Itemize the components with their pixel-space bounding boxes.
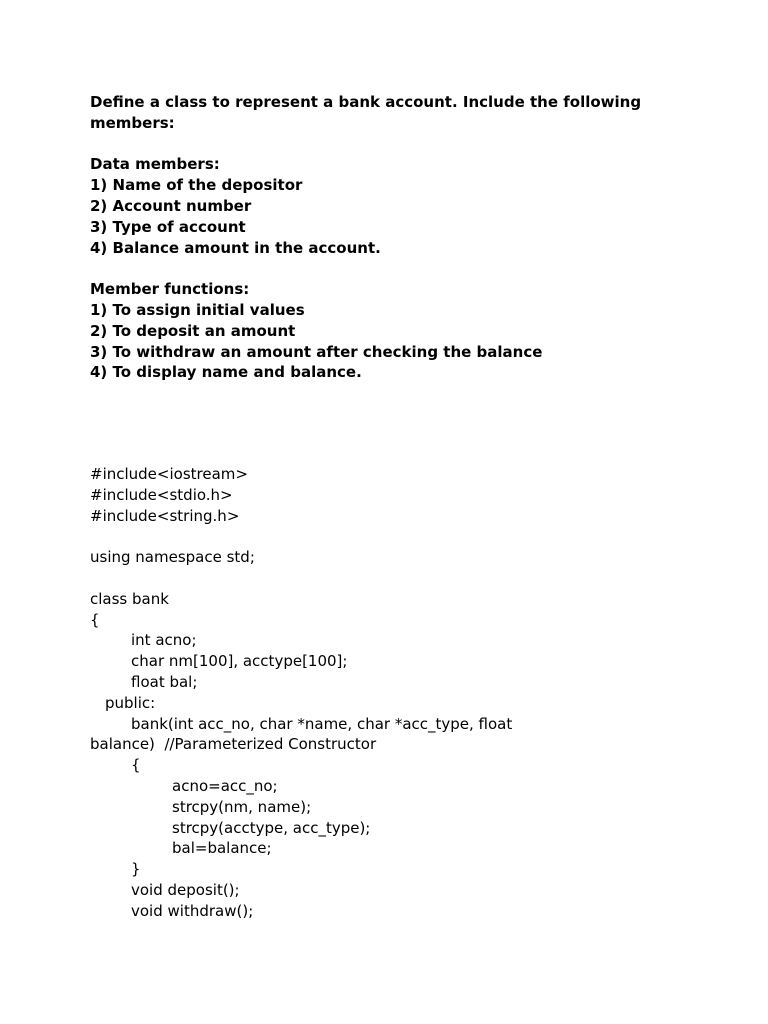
code-line: float bal; xyxy=(131,672,198,691)
code-line: acno=acc_no; xyxy=(172,776,278,795)
member-functions-heading: Member functions: xyxy=(90,280,250,299)
code-line: { xyxy=(131,756,141,775)
code-line: char nm[100], acctype[100]; xyxy=(131,652,348,671)
member-function-item: 4) To display name and balance. xyxy=(90,363,362,382)
code-line: #include<string.h> xyxy=(90,506,240,525)
data-members-heading: Data members: xyxy=(90,155,220,174)
code-line: balance) //Parameterized Constructor xyxy=(90,735,377,754)
code-listing xyxy=(90,464,710,922)
data-member-item: 1) Name of the depositor xyxy=(90,176,303,195)
code-line: void withdraw(); xyxy=(131,901,254,920)
problem-statement xyxy=(90,92,690,383)
code-line: strcpy(acctype, acc_type); xyxy=(172,818,371,837)
member-function-item: 3) To withdraw an amount after checking the balance xyxy=(90,342,543,361)
data-member-item: 4) Balance amount in the account. xyxy=(90,238,381,257)
data-member-item: 3) Type of account xyxy=(90,217,246,236)
code-line: using namespace std; xyxy=(90,548,255,567)
code-line: strcpy(nm, name); xyxy=(172,797,312,816)
member-function-item: 2) To deposit an amount xyxy=(90,321,296,340)
code-line: int acno; xyxy=(131,631,197,650)
code-line: bank(int acc_no, char *name, char *acc_type, float xyxy=(131,714,513,733)
member-function-item: 1) To assign initial values xyxy=(90,300,305,319)
code-line: #include<iostream> xyxy=(90,465,248,483)
data-member-item: 2) Account number xyxy=(90,196,252,215)
intro-line: Define a class to represent a bank account. Include the following xyxy=(90,93,642,111)
code-line: bal=balance; xyxy=(172,839,272,858)
code-line: { xyxy=(90,610,100,629)
blank-line xyxy=(90,258,690,279)
code-line xyxy=(90,526,710,547)
blank-line xyxy=(90,134,690,155)
code-line: void deposit(); xyxy=(131,880,240,899)
code-line: class bank xyxy=(90,589,169,608)
code-line: #include<stdio.h> xyxy=(90,485,233,504)
code-line: public: xyxy=(105,693,156,712)
intro-line: members: xyxy=(90,113,175,132)
code-line xyxy=(90,568,710,589)
code-line: } xyxy=(131,860,141,879)
